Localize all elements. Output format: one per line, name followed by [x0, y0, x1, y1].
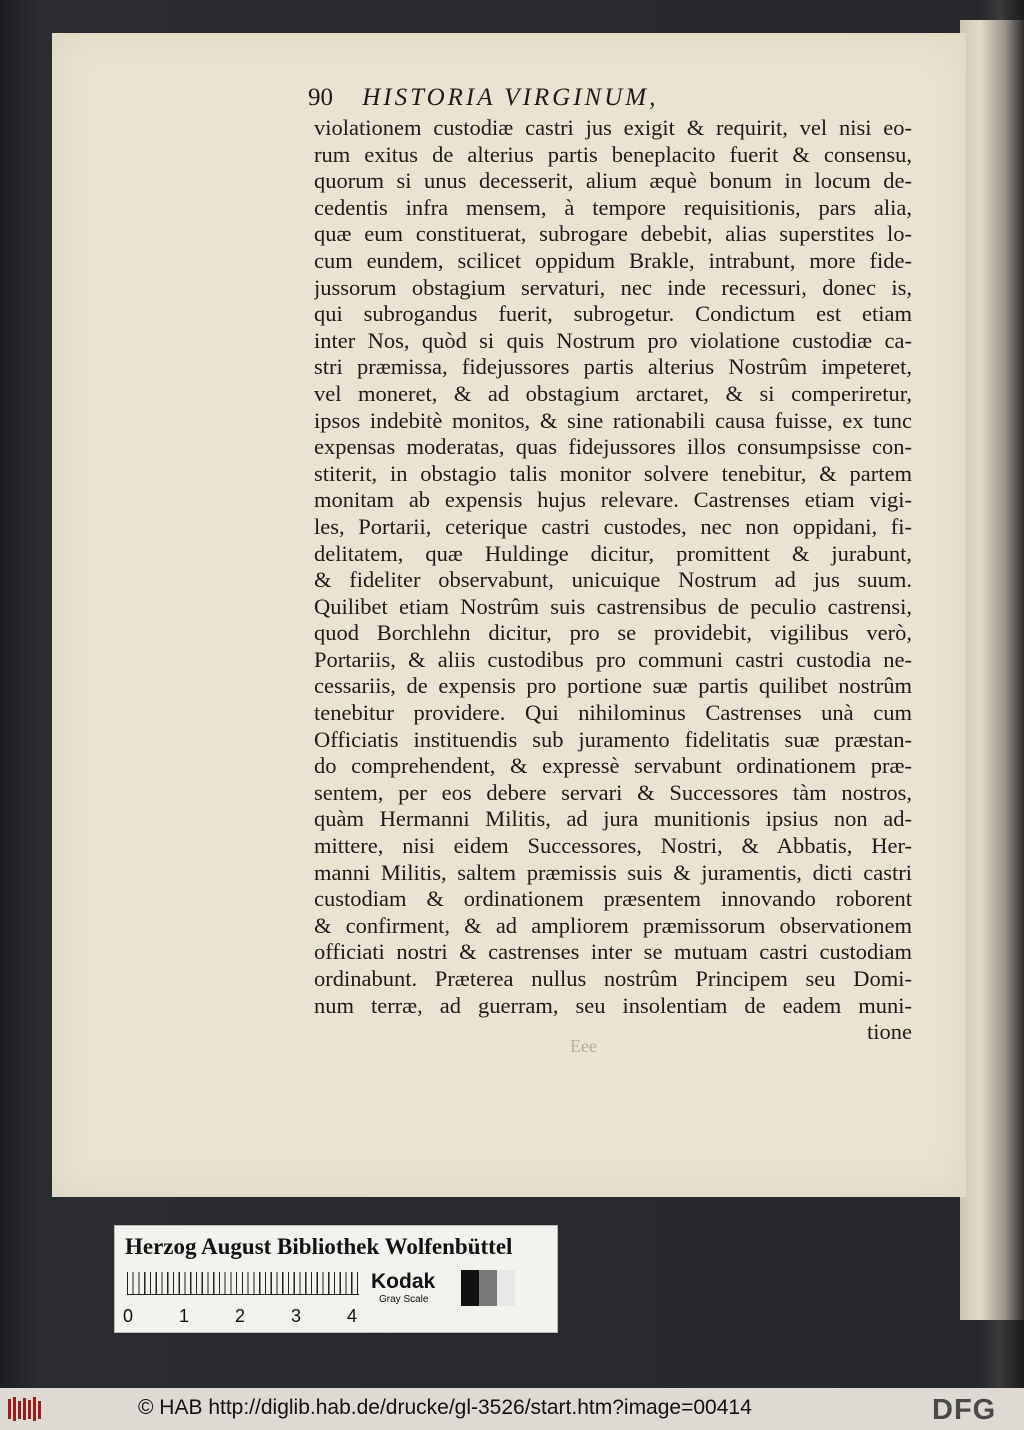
- gray-swatch: [497, 1270, 515, 1306]
- kodak-brand: Kodak: [371, 1270, 436, 1293]
- running-head: [308, 84, 788, 114]
- text-line: num terræ, ad guerram, seu insolentiam de eadem muni-: [314, 992, 912, 1018]
- page-number: 90: [308, 84, 333, 111]
- text-line: officiati nostri & castrenses inter se mutuam castri custodiam: [314, 939, 912, 965]
- text-line: stri præmissa, fidejussores partis alterius Nostrûm impeteret,: [314, 354, 912, 380]
- faint-signature-mark: Eee: [570, 1036, 597, 1056]
- library-label: Herzog August Bibliothek Wolfenbüttel: [125, 1234, 513, 1259]
- text-line: jussorum obstagium servaturi, nec inde recessuri, donec is,: [314, 274, 912, 300]
- text-line: manni Militis, saltem præmissis suis & juramentis, dicti castri: [314, 859, 912, 885]
- running-title: HISTORIA VIRGINUM,: [362, 84, 659, 111]
- text-line: les, Portarii, ceterique castri custodes, nec non oppidani, fi-: [314, 513, 912, 539]
- color-card: [114, 1225, 558, 1333]
- text-line: delitatem, quæ Huldinge dicitur, promittent & jurabunt,: [314, 540, 912, 566]
- book-spine-edge: [960, 20, 1024, 1320]
- footer-bar: [0, 1388, 1024, 1430]
- text-line: expensas moderatas, quas fidejussores illos consumpsisse con-: [314, 434, 912, 460]
- text-line: cessariis, de expensis pro portione suæ partis quilibet nostrûm: [314, 673, 912, 699]
- catchword: tione: [867, 1019, 912, 1045]
- hab-logo-icon: [6, 1395, 44, 1423]
- text-line: tenebitur providere. Qui nihilominus Castrenses unà cum: [314, 700, 912, 726]
- text-line: custodiam & ordinationem præsentem innovando roborent: [314, 886, 912, 912]
- text-line: quod Borchlehn dicitur, pro se providebit, vigilibus verò,: [314, 620, 912, 646]
- text-line: quorum si unus decesserit, alium æquè bonum in locum de-: [314, 168, 912, 194]
- scale-number: 4: [347, 1306, 358, 1326]
- text-line: & fideliter observabunt, unicuique Nostrum ad jus suum.: [314, 567, 912, 593]
- text-line: Quilibet etiam Nostrûm suis castrensibus de peculio castrensi,: [314, 593, 912, 619]
- text-line: Officiatis instituendis sub juramento fidelitatis suæ præstan-: [314, 726, 912, 752]
- scale-number: 1: [179, 1306, 190, 1326]
- text-line: rum exitus de alterius partis beneplacito fuerit & consensu,: [314, 141, 912, 167]
- body-text: [314, 115, 912, 1055]
- dfg-logo: DFG: [932, 1394, 997, 1426]
- text-line: do comprehendent, & expressè servabunt ordinationem præ-: [314, 753, 912, 779]
- copyright-url: © HAB http://diglib.hab.de/drucke/gl-3526/start.htm?image=00414: [138, 1396, 752, 1419]
- text-line: vel moneret, & ad obstagium arctaret, & si comperiretur,: [314, 380, 912, 406]
- kodak-gray-scale: Gray Scale: [379, 1294, 429, 1305]
- gray-swatch: [479, 1270, 497, 1306]
- scale-number: 3: [291, 1306, 302, 1326]
- text-line: ipsos indebitè monitos, & sine rationabili causa fuisse, ex tunc: [314, 407, 912, 433]
- text-line: qui subrogandus fuerit, subrogetur. Condictum est etiam: [314, 301, 912, 327]
- scale-ruler: [127, 1272, 359, 1295]
- text-line: violationem custodiæ castri jus exigit & requirit, vel nisi eo-: [314, 115, 912, 140]
- text-line: ordinabunt. Præterea nullus nostrûm Principem seu Domi-: [314, 966, 912, 991]
- text-line: stiterit, in obstagio talis monitor solvere tenebitur, & partem: [314, 460, 912, 486]
- gray-swatch: [461, 1270, 479, 1306]
- text-line: monitam ab expensis hujus relevare. Castrenses etiam vigi-: [314, 487, 912, 513]
- text-line: quàm Hermanni Militis, ad jura munitionis ipsius non ad-: [314, 806, 912, 832]
- text-line: & confirment, & ad ampliorem præmissorum observationem: [314, 912, 912, 938]
- text-line: cum eundem, scilicet oppidum Brakle, intrabunt, more fide-: [314, 247, 912, 273]
- scale-number: 2: [235, 1306, 246, 1326]
- text-line: inter Nos, quòd si quis Nostrum pro violatione custodiæ ca-: [314, 327, 912, 353]
- scale-number: 0: [123, 1306, 134, 1326]
- text-line: Portariis, & aliis custodibus pro communi castri custodia ne-: [314, 646, 912, 672]
- text-line: cedentis infra mensem, à tempore requisitionis, pars alia,: [314, 194, 912, 220]
- text-line: sentem, per eos debere servari & Successores tàm nostros,: [314, 779, 912, 805]
- text-line: quæ eum constituerat, subrogare debebit, alias superstites lo-: [314, 221, 912, 247]
- text-line: mittere, nisi eidem Successores, Nostri, & Abbatis, Her-: [314, 833, 912, 859]
